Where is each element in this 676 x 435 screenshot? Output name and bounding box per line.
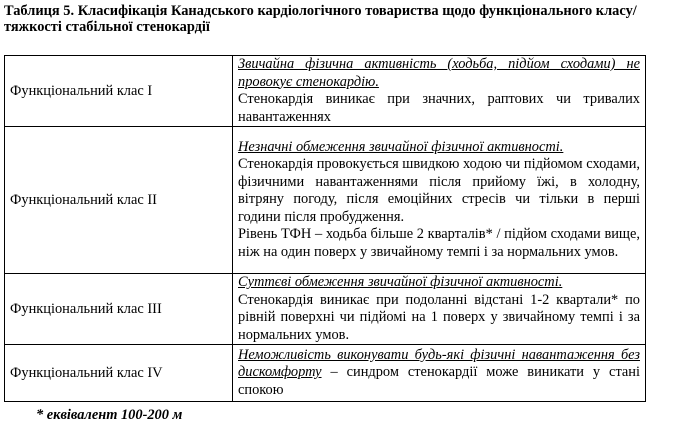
class-name-cell: Функціональний клас III — [5, 274, 233, 345]
class-lead-text: Суттєві обмеження звичайної фізичної активності. — [238, 274, 563, 290]
footnote: * еквівалент 100-200 м — [36, 407, 183, 423]
table-row — [5, 274, 646, 345]
class-lead-text: Звичайна фізична активність (ходьба, підйом сходами) не провокує стенокардію. — [238, 56, 640, 90]
table-row — [5, 127, 646, 274]
table-caption: Таблиця 5. Класифікація Канадського кардіологічного товариства щодо функціонального класу/тяжкості стабільної стенокардії — [4, 3, 637, 35]
class-description-cell — [233, 56, 646, 127]
class-description-cell — [233, 127, 646, 274]
class-name-cell: Функціональний клас I — [5, 56, 233, 127]
classification-table — [4, 55, 646, 402]
class-detail-text-2: Рівень ТФН – ходьба більше 2 кварталів* / підйом сходами вище, ніж на один поверх у звичайному темпі і за нормальних умов. — [238, 226, 640, 260]
class-lead-text: Незначні обмеження звичайної фізичної активності. — [238, 138, 564, 155]
class-detail-text: Стенокардія провокується швидкою ходою чи підйомом сходами, фізичними навантаженнями після прийому їжі, в холодну, вітряну погоду, після емоційних стресів чи тільки в перші години після пробудження. — [238, 156, 640, 225]
class-description-cell — [233, 274, 646, 345]
table-row — [5, 345, 646, 402]
table-row — [5, 56, 646, 127]
class-name-cell: Функціональний клас II — [5, 127, 233, 274]
class-detail-text: – синдром стенокардії може виникати у стані спокою — [238, 364, 640, 398]
class-detail-text: Стенокардія виникає при подоланні відстані 1-2 квартали* по рівній поверхні чи підйомі на 1 поверх у звичайному темпі і за нормальних умов. — [238, 291, 640, 343]
class-detail-text: Стенокардія виникає при значних, раптових чи тривалих навантаженнях — [238, 91, 640, 125]
class-description-cell — [233, 345, 646, 402]
class-lead-text: Неможливість виконувати будь-які фізичні навантаження без дискомфорту — [238, 346, 640, 381]
class-name-cell: Функціональний клас IV — [5, 345, 233, 402]
